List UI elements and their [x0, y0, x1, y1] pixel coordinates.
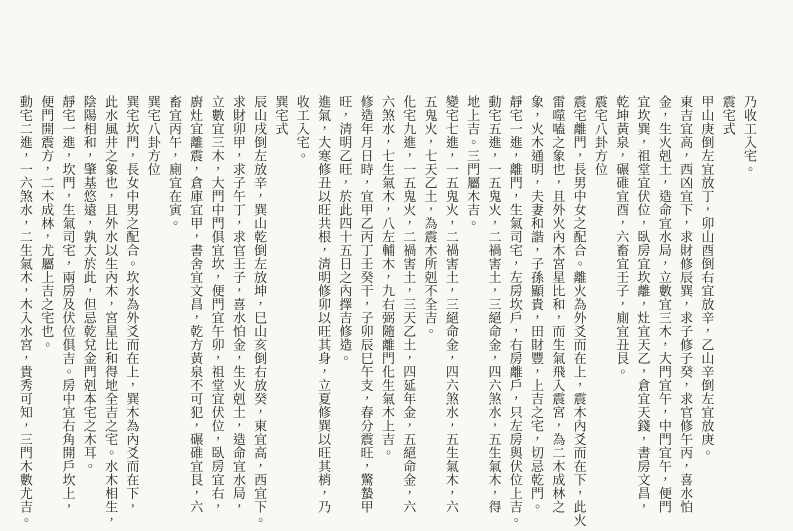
section-heading: 震宅八卦方位	[592, 95, 608, 176]
text-column: 靜宅一進，離門，生氣司宅，左房坎戶，右房離戶，只左房與伏位上吉。	[507, 95, 523, 527]
text-column: 宜坎巽，祖堂宜伏位，臥房宜坎離，灶宜天乙，倉宜天錢，書房文昌，	[635, 95, 651, 514]
section-heading: 巽宅八卦方位	[145, 95, 161, 176]
text-column: 便門開震方，二木成林，尤屬上吉之宅也。	[39, 95, 55, 352]
text-column: 收工入宅。	[294, 95, 310, 163]
text-column: 陰陽相和，肇基悠遠，孰大於此，但忌乾兌金門剋本宅之木耳。	[81, 95, 97, 473]
text-column: 靜宅一進，坎門，生氣司宅，兩房及伏位俱吉。房中宜右角開戶坎上，	[60, 95, 76, 514]
text-column: 旺，清明乙旺，於此四十五日之內擇吉修造。	[337, 95, 353, 365]
text-column: 廚灶宜離震，倉庫宜甲，書舍宜文昌，乾方黃泉不可犯，碾碓宜艮，六	[188, 95, 204, 514]
section-heading: 巽宅式	[273, 95, 289, 136]
text-column: 震宅離門，長男中女之配合。離火為外爻而在上，震木內爻而在下，此火	[571, 95, 587, 527]
text-column: 六煞水，七生氣木，八左輔木，九右弼隨離門化生氣木上吉。	[379, 95, 395, 460]
text-column: 乃收工入宅。	[742, 95, 757, 176]
text-block	[14, 95, 760, 531]
section-heading: 震宅式	[720, 95, 736, 136]
text-column: 乾坤黃泉，碾碓宜酉，六畜宜壬子，廁宜丑艮。	[614, 95, 630, 379]
text-column: 雷噬嗑之象也，且外火內木宮星比和，而生氣飛入震宮，為二木成林之	[550, 95, 566, 514]
text-column: 求財卯甲，求子午丁，求官壬子，喜水怕金，生火剋土，造命宜水局，	[230, 95, 246, 514]
text-column: 變宅七進，一五鬼火，二禍害土，三絕命金，四六煞水，五生氣木，六	[443, 95, 459, 514]
text-column: 五鬼火，七天乙土，為震木所剋不全吉。	[422, 95, 438, 338]
text-column: 動宅五進，一五鬼火，二禍害土，三絕命金，四六煞水，五生氣木，得	[486, 95, 502, 514]
text-column: 甲山庚倒左宜放丁，卯山酉倒右宜放辛，乙山辛倒左宜放庚。	[699, 95, 715, 460]
text-column: 修造年月日時，宜甲乙丙丁壬癸干，子卯辰巳午支，春分震旺，驚蟄甲	[358, 95, 374, 514]
text-column: 化宅九進，一五鬼火，二禍害土，三天乙土，四延年金，五絕命金，六	[401, 95, 417, 514]
text-column: 東吉宜高，西凶宜下，求財修辰巽，求子修子癸，求官修午丙，喜水怕	[678, 95, 694, 514]
text-column: 畜宜丙午，廁宜在寅。	[166, 95, 182, 230]
text-column: 辰山戌倒左放辛，巽山乾倒左放坤，巳山亥倒右放癸，東宜高，西宜下。	[252, 95, 268, 527]
text-column: 此水風井之象也，且外水以生內木，宮星比和得地全吉之宅。水木相生，	[103, 95, 119, 527]
text-column: 動宅二進，一六煞水，二生氣木，木入水宮，貴秀可知，三門木數尤吉。	[17, 95, 33, 527]
text-column: 立數宜三木，大門中門俱宜坎，便門宜午卯，祖堂宜伏位，臥房宜右，	[209, 95, 225, 514]
text-column: 地上吉。三門屬木吉。	[465, 95, 481, 230]
text-column: 象，火木通明，夫妻和諧，子孫顯貴，田財豐，上吉之宅，切忌乾門。	[529, 95, 545, 514]
text-column: 巽宅坎門，長女中男之配合。坎水為外爻而在上，巽木為內爻而在下，	[124, 95, 140, 514]
text-column: 進氣，大寒修丑以旺共根，清明修卯以旺其身，立夏修巽以旺其梢，乃	[316, 95, 332, 514]
text-column: 金，生火剋土，造命宜水局，立數宜三木，大門宜午，中門宜午，便門	[656, 95, 672, 514]
